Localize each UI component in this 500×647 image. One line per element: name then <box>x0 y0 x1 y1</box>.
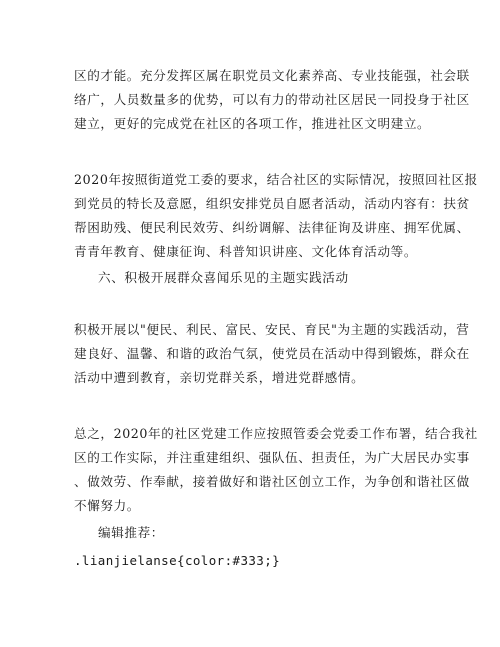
paragraph-2-line-2: 到党员的特长及意愿，组织安排党员自愿者活动，活动内容有：扶贫 <box>74 196 470 211</box>
paragraph-4-line-2: 区的工作实际，并注重建组织、强队伍、担责任，为广大居民办实事 <box>74 450 470 465</box>
paragraph-2-line-1: 2020年按照街道党工委的要求，结合社区的实际情况，按照回社区报 <box>74 172 478 187</box>
paragraph-3-line-2: 建良好、温馨、和谐的政治气氛，使党员在活动中得到锻炼，群众在 <box>74 346 470 361</box>
paragraph-1-line-1: 区的才能。充分发挥区属在职党员文化素养高、专业技能强，社会联 <box>74 68 470 83</box>
paragraph-1-line-2: 络广，人员数量多的优势，可以有力的带动社区居民一同投身于社区 <box>74 92 470 107</box>
paragraph-2-line-4: 青青年教育、健康征询、科普知识讲座、文化体育活动等。 <box>74 244 418 259</box>
css-snippet-text: .lianjielanse{color:#333;} <box>74 553 281 568</box>
paragraph-4-line-1: 总之，2020年的社区党建工作应按照管委会党委工作布署，结合我社 <box>74 426 478 441</box>
recommendation-label: 编辑推荐： <box>98 525 164 540</box>
paragraph-4-line-4: 不懈努力。 <box>74 498 140 513</box>
paragraph-2-line-3: 帮困助残、便民利民效劳、纠纷调解、法律征询及讲座、拥军优属、 <box>74 220 470 235</box>
paragraph-3-line-1: 积极开展以"便民、利民、富民、安民、育民"为主题的实践活动，营 <box>74 322 470 337</box>
paragraph-4-line-3: 、做效劳、作奉献，接着做好和谐社区创立工作，为争创和谐社区做 <box>74 474 470 489</box>
paragraph-1-line-3: 建立，更好的完成党在社区的各项工作，推进社区文明建立。 <box>74 116 431 131</box>
paragraph-3-line-3: 活动中遭到教育，亲切党群关系，增进党群感情。 <box>74 370 365 385</box>
section-heading: 六、积极开展群众喜闻乐见的主题实践活动 <box>98 270 349 285</box>
